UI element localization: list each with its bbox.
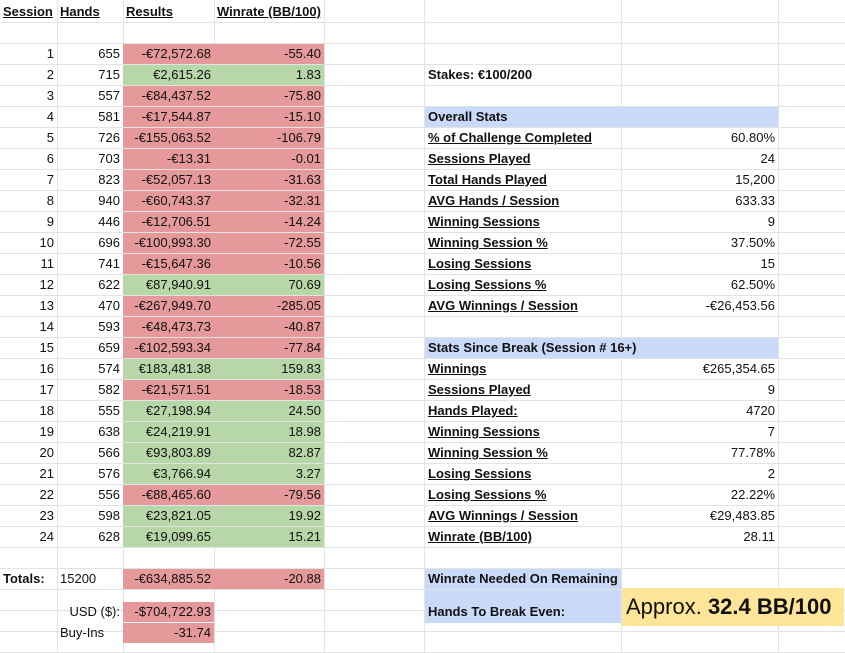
session-number[interactable]: 5 — [46, 130, 54, 145]
break-even-label[interactable]: Hands To Break Even: — [425, 590, 621, 623]
session-hands[interactable]: 598 — [98, 508, 120, 523]
session-winrate[interactable]: -14.24 — [214, 212, 324, 232]
session-winrate[interactable]: -72.55 — [214, 233, 324, 253]
session-result[interactable]: -€48,473.73 — [123, 317, 214, 337]
session-hands[interactable]: 593 — [98, 319, 120, 334]
stat-value[interactable]: 2 — [767, 466, 775, 481]
session-result[interactable]: €19,099.65 — [123, 527, 214, 547]
stat-value[interactable]: 37.50% — [730, 235, 775, 250]
session-result[interactable]: €93,803.89 — [123, 443, 214, 463]
approx-winrate-cell[interactable] — [622, 588, 844, 626]
session-winrate[interactable]: -106.79 — [214, 128, 324, 148]
stat-value[interactable]: 28.11 — [743, 529, 775, 544]
session-winrate[interactable]: -75.80 — [214, 86, 324, 106]
session-hands[interactable]: 940 — [98, 193, 120, 208]
session-winrate[interactable]: -0.01 — [214, 149, 324, 169]
session-number[interactable]: 16 — [39, 361, 54, 376]
stat-value[interactable]: 77.78% — [730, 445, 775, 460]
session-number[interactable]: 6 — [46, 151, 54, 166]
stat-label[interactable]: AVG Hands / Session — [428, 193, 560, 208]
session-hands[interactable]: 655 — [98, 46, 120, 61]
session-result[interactable]: €3,766.94 — [123, 464, 214, 484]
session-result[interactable]: -€15,647.36 — [123, 254, 214, 274]
session-hands[interactable]: 555 — [98, 403, 120, 418]
stat-label[interactable]: Winning Sessions — [428, 424, 540, 439]
session-hands[interactable]: 628 — [98, 529, 120, 544]
stat-label[interactable]: % of Challenge Completed — [428, 130, 592, 145]
stat-label[interactable]: Losing Sessions — [428, 466, 532, 481]
stat-value[interactable]: 9 — [767, 214, 775, 229]
session-number[interactable]: 22 — [39, 487, 54, 502]
session-number[interactable]: 3 — [46, 88, 54, 103]
session-winrate[interactable]: 159.83 — [214, 359, 324, 379]
session-result[interactable]: €2,615.26 — [123, 65, 214, 85]
session-winrate[interactable]: 24.50 — [214, 401, 324, 421]
session-number[interactable]: 18 — [39, 403, 54, 418]
stat-label[interactable]: Losing Sessions % — [428, 487, 547, 502]
session-result[interactable]: €23,821.05 — [123, 506, 214, 526]
stat-label[interactable]: Winning Session % — [428, 445, 548, 460]
stat-label[interactable]: Losing Sessions % — [428, 277, 547, 292]
session-result[interactable]: -€52,057.13 — [123, 170, 214, 190]
session-hands[interactable]: 726 — [98, 130, 120, 145]
session-number[interactable]: 7 — [46, 172, 54, 187]
stakes-label[interactable]: Stakes: €100/200 — [428, 67, 533, 82]
session-winrate[interactable]: -10.56 — [214, 254, 324, 274]
session-winrate[interactable]: 18.98 — [214, 422, 324, 442]
session-winrate[interactable]: -55.40 — [214, 44, 324, 64]
stat-label[interactable]: Hands Played: — [428, 403, 518, 418]
since-break-title[interactable]: Stats Since Break (Session # 16+) — [425, 338, 778, 358]
session-hands[interactable]: 557 — [98, 88, 120, 103]
totals-result[interactable]: -€634,885.52 — [123, 569, 214, 589]
buyins-value[interactable]: -31.74 — [123, 623, 214, 643]
stat-label[interactable]: Winning Session % — [428, 235, 548, 250]
approx-prefix: Approx. — [626, 594, 708, 619]
session-winrate[interactable]: 3.27 — [214, 464, 324, 484]
approx-value: 32.4 BB/100 — [707, 594, 832, 619]
session-winrate[interactable]: -31.63 — [214, 170, 324, 190]
header-hands[interactable]: Hands — [60, 4, 100, 19]
session-result[interactable]: -€267,949.70 — [123, 296, 214, 316]
stat-value[interactable]: 22.22% — [730, 487, 775, 502]
session-result[interactable]: -€13.31 — [123, 149, 214, 169]
session-number[interactable]: 10 — [39, 235, 54, 250]
session-hands[interactable]: 823 — [98, 172, 120, 187]
stat-value[interactable]: 633.33 — [735, 193, 775, 208]
session-result[interactable]: -€155,063.52 — [123, 128, 214, 148]
session-winrate[interactable]: -32.31 — [214, 191, 324, 211]
buyins-label[interactable]: Buy-Ins — [60, 625, 105, 640]
stat-value[interactable]: €265,354.65 — [702, 361, 775, 376]
totals-hands[interactable]: 15200 — [60, 571, 97, 586]
stat-value[interactable]: €29,483.85 — [709, 508, 775, 523]
session-number[interactable]: 20 — [39, 445, 54, 460]
session-hands[interactable]: 703 — [98, 151, 120, 166]
stat-label[interactable]: Total Hands Played — [428, 172, 547, 187]
session-winrate[interactable]: 70.69 — [214, 275, 324, 295]
stat-value[interactable]: 15,200 — [735, 172, 775, 187]
stat-value[interactable]: 24 — [760, 151, 775, 166]
session-number[interactable]: 11 — [40, 256, 54, 271]
session-winrate[interactable]: -15.10 — [214, 107, 324, 127]
session-winrate[interactable]: 15.21 — [214, 527, 324, 547]
session-number[interactable]: 13 — [39, 298, 54, 313]
session-hands[interactable]: 582 — [98, 382, 120, 397]
session-number[interactable]: 2 — [46, 67, 54, 82]
session-number[interactable]: 24 — [39, 529, 54, 544]
usd-label[interactable]: USD ($): — [69, 604, 120, 619]
session-hands[interactable]: 622 — [98, 277, 120, 292]
session-result[interactable]: -€102,593.34 — [123, 338, 214, 358]
session-hands[interactable]: 581 — [98, 109, 120, 124]
session-winrate[interactable]: 19.92 — [214, 506, 324, 526]
session-result[interactable]: -€88,465.60 — [123, 485, 214, 505]
header-winrate[interactable]: Winrate (BB/100) — [217, 4, 321, 19]
usd-value[interactable]: -$704,722.93 — [123, 602, 214, 622]
session-result[interactable]: -€17,544.87 — [123, 107, 214, 127]
session-result[interactable]: €24,219.91 — [123, 422, 214, 442]
session-winrate[interactable]: -285.05 — [214, 296, 324, 316]
totals-winrate[interactable]: -20.88 — [214, 569, 324, 589]
session-hands[interactable]: 696 — [98, 235, 120, 250]
session-number[interactable]: 14 — [39, 319, 54, 334]
session-number[interactable]: 1 — [46, 46, 54, 61]
header-results[interactable]: Results — [126, 4, 173, 19]
session-result[interactable]: €27,198.94 — [123, 401, 214, 421]
stat-value[interactable]: 60.80% — [730, 130, 775, 145]
session-number[interactable]: 19 — [39, 424, 54, 439]
stat-label[interactable]: Sessions Played — [428, 382, 531, 397]
session-hands[interactable]: 576 — [98, 466, 120, 481]
session-winrate[interactable]: 1.83 — [214, 65, 324, 85]
stat-label[interactable]: Winning Sessions — [428, 214, 540, 229]
session-winrate[interactable]: 82.87 — [214, 443, 324, 463]
session-number[interactable]: 12 — [39, 277, 54, 292]
overall-stats-title[interactable]: Overall Stats — [425, 107, 778, 127]
session-number[interactable]: 9 — [46, 214, 54, 229]
session-number[interactable]: 15 — [39, 340, 54, 355]
stat-value[interactable]: 9 — [767, 382, 775, 397]
stat-label[interactable]: Losing Sessions — [428, 256, 532, 271]
winrate-needed-label[interactable]: Winrate Needed On Remaining — [425, 569, 621, 589]
stat-value[interactable]: 4720 — [746, 403, 775, 418]
stat-value[interactable]: 15 — [760, 256, 775, 271]
session-hands[interactable]: 566 — [98, 445, 120, 460]
stat-label[interactable]: AVG Winnings / Session — [428, 508, 578, 523]
session-hands[interactable]: 446 — [98, 214, 120, 229]
header-session[interactable]: Session — [3, 4, 53, 19]
session-hands[interactable]: 715 — [98, 67, 120, 82]
session-result[interactable]: -€72,572.68 — [123, 44, 214, 64]
session-result[interactable]: -€100,993.30 — [123, 233, 214, 253]
session-result[interactable]: -€21,571.51 — [123, 380, 214, 400]
session-hands[interactable]: 659 — [98, 340, 120, 355]
session-result[interactable]: -€12,706.51 — [123, 212, 214, 232]
session-hands[interactable]: 556 — [98, 487, 120, 502]
stat-label[interactable]: AVG Winnings / Session — [428, 298, 578, 313]
session-hands[interactable]: 741 — [98, 256, 120, 271]
stat-label[interactable]: Winrate (BB/100) — [428, 529, 532, 544]
session-result[interactable]: €183,481.38 — [123, 359, 214, 379]
session-winrate[interactable]: -77.84 — [214, 338, 324, 358]
session-number[interactable]: 23 — [39, 508, 54, 523]
session-winrate[interactable]: -79.56 — [214, 485, 324, 505]
stat-label[interactable]: Winnings — [428, 361, 487, 376]
session-number[interactable]: 21 — [39, 466, 54, 481]
session-result[interactable]: €87,940.91 — [123, 275, 214, 295]
session-hands[interactable]: 574 — [98, 361, 120, 376]
stat-value[interactable]: 62.50% — [730, 277, 775, 292]
stat-value[interactable]: -€26,453.56 — [705, 298, 775, 313]
session-hands[interactable]: 470 — [98, 298, 120, 313]
session-number[interactable]: 8 — [46, 193, 54, 208]
session-result[interactable]: -€60,743.37 — [123, 191, 214, 211]
stat-label[interactable]: Sessions Played — [428, 151, 531, 166]
session-winrate[interactable]: -18.53 — [214, 380, 324, 400]
stat-value[interactable]: 7 — [767, 424, 775, 439]
totals-label[interactable]: Totals: — [3, 571, 45, 586]
session-hands[interactable]: 638 — [98, 424, 120, 439]
session-result[interactable]: -€84,437.52 — [123, 86, 214, 106]
session-number[interactable]: 4 — [46, 109, 54, 124]
session-number[interactable]: 17 — [39, 382, 54, 397]
session-winrate[interactable]: -40.87 — [214, 317, 324, 337]
